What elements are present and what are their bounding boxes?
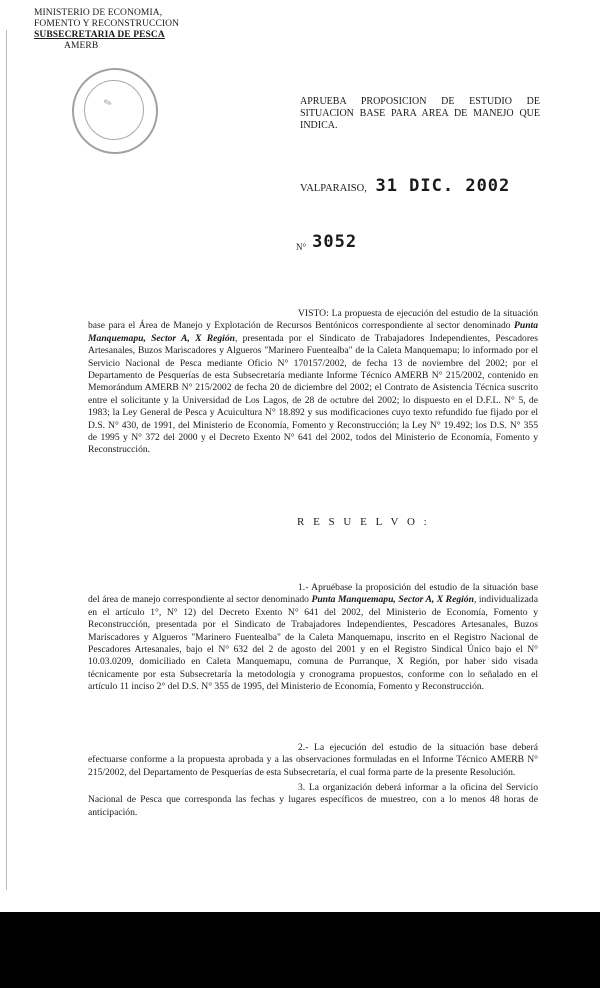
letterhead-ministry-cont: FOMENTO Y RECONSTRUCCION [34,19,180,29]
scan-edge-line [6,30,7,890]
dateline [300,176,510,196]
visto-paragraph: VISTO: La propuesta de ejecución del estudio de la situación base para el Área de Manejo y Explotación de Recursos Bentónicos correspondiente al sector denominado Punta Manquemapu, Sector A, X Región, presentada por el Sindicato de Trabajadores Independientes, Pescadores Artesanales, Buzos Mariscadores y Algueros "Marinero Fuentealba" de la Caleta Manquemapu; lo informado por el Servicio Nacional de Pesca mediante Oficio N° 170157/2002, de fecha 13 de noviembre del 2002; por el Departamento de Pesquerías de esta Subsecretaría mediante Informe Técnico AMERB N° 215/2002, contenido en Memorándum AMERB N° 215/2002 de fecha 20 de diciembre del 2002; el Contrato de Asistencia Técnica suscrito entre el solicitante y la Universidad de Los Lagos, de 28 de octubre del 2002; lo dispuesto en el D.F.L. N° 5, de 1983; la Ley General de Pesca y Acuicultura N° 18.892 y sus modificaciones cuyo texto refundido fue fijado por el D.S. N° 430, de 1991, del Ministerio de Economía, Fomento y Reconstrucción; la Ley N° 19.492; los D.S. N° 355 de 1995 y N° 372 del 2000 y el Decreto Exento N° 641 del 2002, todos del Ministerio de Economía, Fomento y Reconstrucción. [88,308,539,456]
official-seal-stamp: ✎ [72,68,158,154]
decree-number [296,232,357,252]
subject-title: APRUEBA PROPOSICION DE ESTUDIO DE SITUACION BASE PARA AREA DE MANEJO QUE INDICA. [300,96,540,131]
letterhead-ministry: MINISTERIO DE ECONOMIA, [34,8,163,18]
stamped-number: 3052 [312,232,358,252]
letterhead-office: AMERB [64,41,99,51]
sector-name: Punta Manquemapu, Sector A, X Región [88,320,538,344]
letterhead [34,8,179,52]
resuelvo-heading: R E S U E L V O : [297,516,430,528]
resolution-item-1: 1.- Apruébase la proposición del estudio de la situación base del área de manejo correspondiente al sector denominado Punta Manquemapu, Sector A, X Región, individualizada en el artículo 1°, N° 12) del Decreto Exento N° 641 del 2002, del Ministerio de Economía, Fomento y Reconstrucción, presentada por el Sindicato de Trabajadores Independientes, Pescadores Artesanales, Buzos Mariscadores y Algueros "Marinero Fuentealba" de la Caleta Manquemapu, inscrito en el Registro Nacional de Pescadores Artesanales, bajo el N° 632 del 2 de agosto del 2001 y en el Registro Sindical Único bajo el N° 10.03.0209, domiciliado en Caleta Manquemapu, comuna de Purranque, X Región, por haber sido visada técnicamente por esta Subsecretaría la metodología y cronograma propuestos, conforme con lo señalado en el artículo 11 inciso 2° del D.S. N° 355 de 1995, del Ministerio de Economía, Fomento y Reconstrucción. [88,582,538,693]
visto-lead: VISTO: [298,308,329,319]
stamped-date: 31 DIC. 2002 [375,176,511,196]
sector-name: Punta Manquemapu, Sector A, X Región [311,594,474,606]
number-prefix: N° [296,242,307,252]
resolution-item-3: 3. La organización deberá informar a la oficina del Servicio Nacional de Pesca que corresponda las fechas y lugares específicos de muestreo, con a lo menos 48 horas de anticipación. [88,782,538,818]
city-label: VALPARAISO, [300,183,367,194]
scan-bottom-border [0,912,600,988]
letterhead-subsecretaria: SUBSECRETARIA DE PESCA [34,30,165,40]
resolution-item-2: 2.- La ejecución del estudio de la situación base deberá efectuarse conforme a la propuesta aprobada y a las observaciones formuladas en el Informe Técnico AMERB N° 215/2002, del Departamento de Pesquerías de esta Subsecretaría, el cual forma parte de la presente Resolución. [88,742,538,778]
